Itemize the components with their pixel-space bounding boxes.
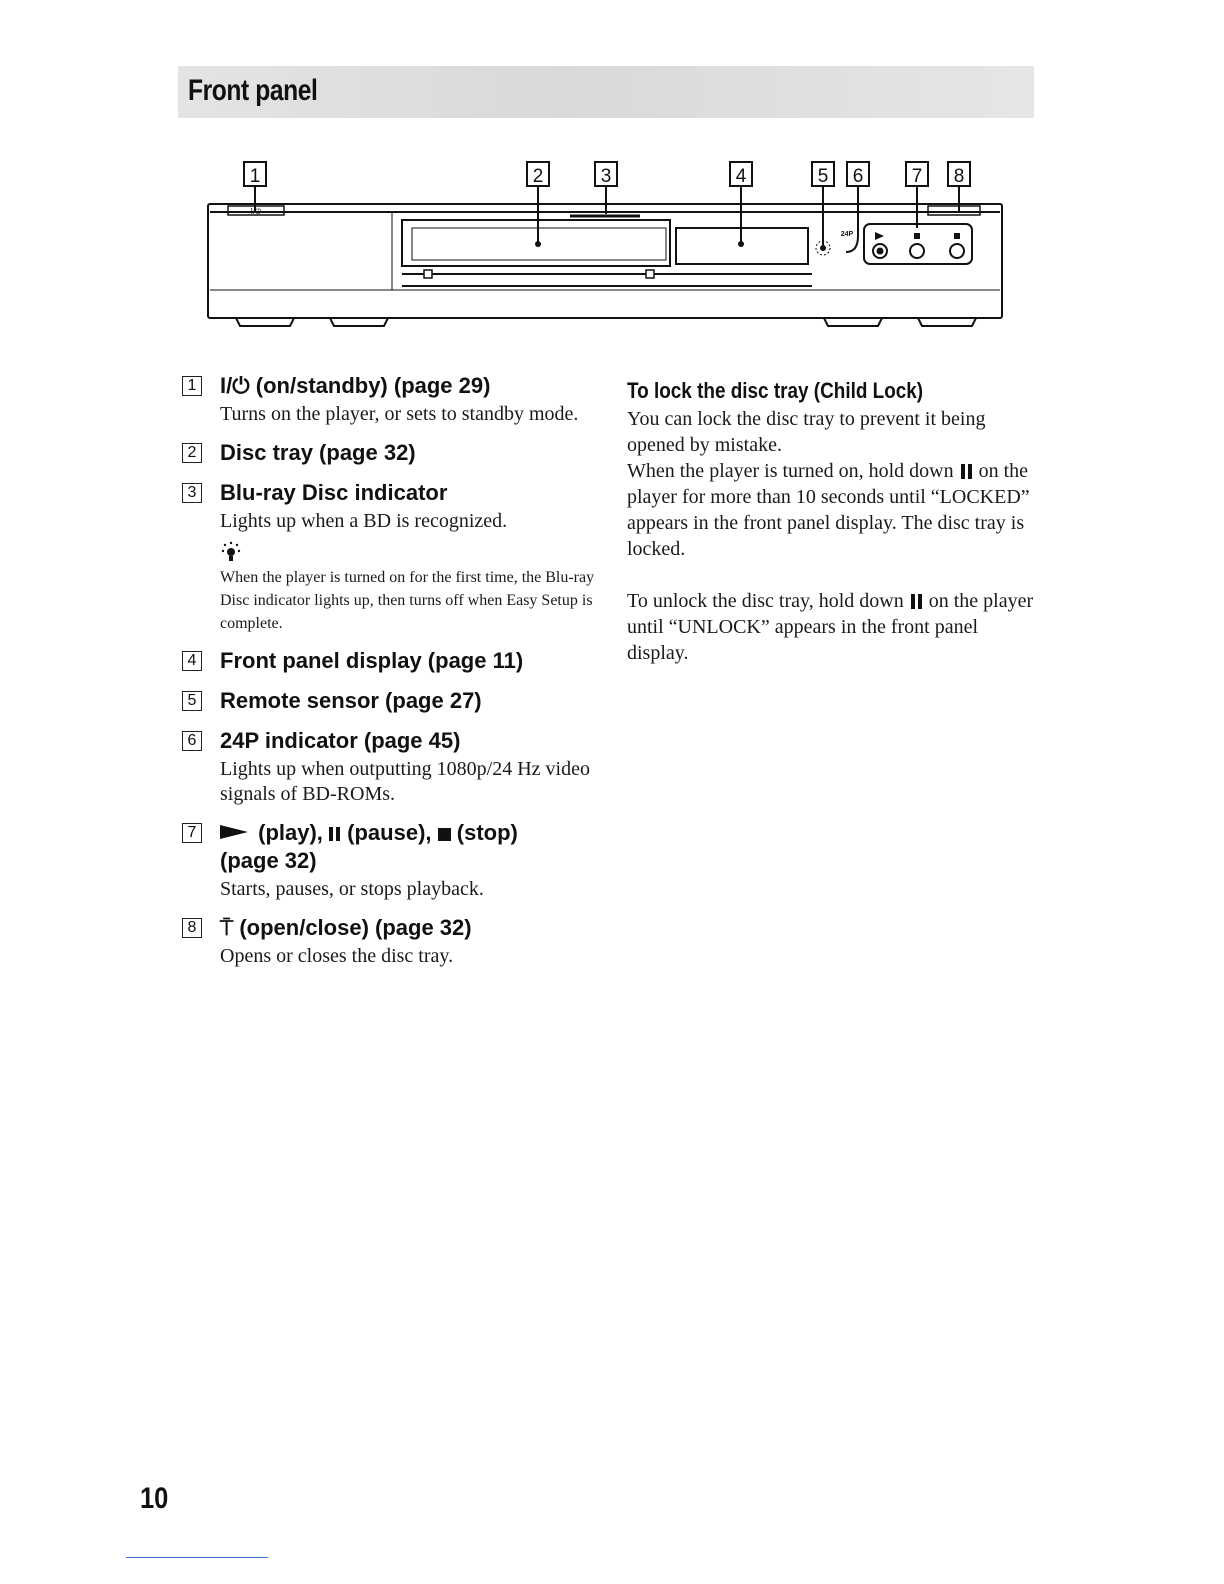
callout-7: 7 [911, 166, 923, 187]
item-description: Starts, pauses, or stops playback. [220, 878, 484, 900]
list-item [180, 914, 600, 969]
pause-icon [961, 464, 972, 479]
child-lock-lock-steps [627, 458, 1037, 562]
section-title: Front panel [188, 74, 318, 107]
item-title: Disc tray (page 32) [220, 440, 416, 465]
callout-6: 6 [852, 166, 864, 187]
lock-steps-part-2: on the player for more than 10 seconds until “LOCKED” appears in the front panel display. The disc tray is locked. [627, 460, 1030, 560]
callout-8: 8 [953, 166, 965, 187]
parts-list [180, 372, 600, 981]
item-description: Lights up when a BD is recognized. [220, 510, 508, 532]
power-symbol: I/⏻ [220, 373, 250, 398]
list-item [180, 439, 600, 467]
tip-lightbulb-icon [220, 540, 242, 566]
list-item [180, 819, 600, 902]
page-number: 10 [140, 1482, 169, 1515]
unlock-steps-part-2: on the player until “UNLOCK” appears in the front panel display. [627, 590, 1034, 664]
eject-icon: ⍑ [220, 915, 234, 940]
callout-4: 4 [735, 166, 747, 187]
callout-2: 2 [532, 166, 544, 187]
front-panel-diagram [0, 0, 1224, 360]
unlock-steps-part-1: To unlock the disc tray, hold down [627, 590, 904, 612]
child-lock-heading: To lock the disc tray (Child Lock) [627, 378, 924, 403]
item-description: Turns on the player, or sets to standby mode. [220, 403, 579, 425]
tip-text: When the player is turned on for the first time, the Blu-ray Disc indicator lights up, then turns off when Easy Setup is complete. [220, 569, 595, 632]
item-number: 1 [182, 376, 202, 396]
item-description: Lights up when outputting 1080p/24 Hz video signals of BD-ROMs. [220, 758, 590, 805]
item-title-play: (play), [258, 820, 323, 845]
list-item [180, 372, 600, 427]
item-number: 3 [182, 483, 202, 503]
item-title: (on/standby) (page 29) [255, 373, 491, 398]
item-title: (open/close) (page 32) [239, 915, 472, 940]
item-title-stop: (stop) [456, 820, 518, 845]
child-lock-section [627, 376, 1037, 666]
item-title: Blu-ray Disc indicator [220, 480, 448, 505]
indicator-24p-label: 24P [840, 231, 854, 238]
tip-block [180, 540, 600, 635]
item-number: 5 [182, 691, 202, 711]
callout-1: 1 [249, 166, 261, 187]
pause-icon [911, 594, 922, 609]
callout-3: 3 [600, 166, 612, 187]
child-lock-intro: You can lock the disc tray to prevent it being opened by mistake. [627, 408, 986, 456]
child-lock-unlock-steps [627, 588, 1037, 666]
list-item [180, 727, 600, 807]
item-title-page: (page 32) [220, 848, 317, 873]
stop-icon [438, 828, 451, 841]
player-body [208, 204, 1002, 326]
list-item [180, 647, 600, 675]
item-description: Opens or closes the disc tray. [220, 945, 454, 967]
item-title: 24P indicator (page 45) [220, 728, 461, 753]
pause-icon [329, 827, 341, 841]
footer-rule [126, 1557, 268, 1558]
stop-button-shape [950, 244, 964, 258]
list-item [180, 479, 600, 635]
item-title: Front panel display (page 11) [220, 648, 524, 673]
item-title-pause: (pause), [347, 820, 432, 845]
pause-button-shape [910, 244, 924, 258]
item-number: 4 [182, 651, 202, 671]
item-number: 2 [182, 443, 202, 463]
item-title: Remote sensor (page 27) [220, 688, 482, 713]
callout-5: 5 [817, 166, 829, 187]
power-mark: I/⏻ [250, 207, 262, 216]
item-number: 6 [182, 731, 202, 751]
eject-button-shape [928, 206, 980, 215]
list-item [180, 687, 600, 715]
lock-steps-part-1: When the player is turned on, hold down [627, 460, 954, 482]
item-number: 8 [182, 918, 202, 938]
play-icon [220, 825, 248, 839]
item-number: 7 [182, 823, 202, 843]
